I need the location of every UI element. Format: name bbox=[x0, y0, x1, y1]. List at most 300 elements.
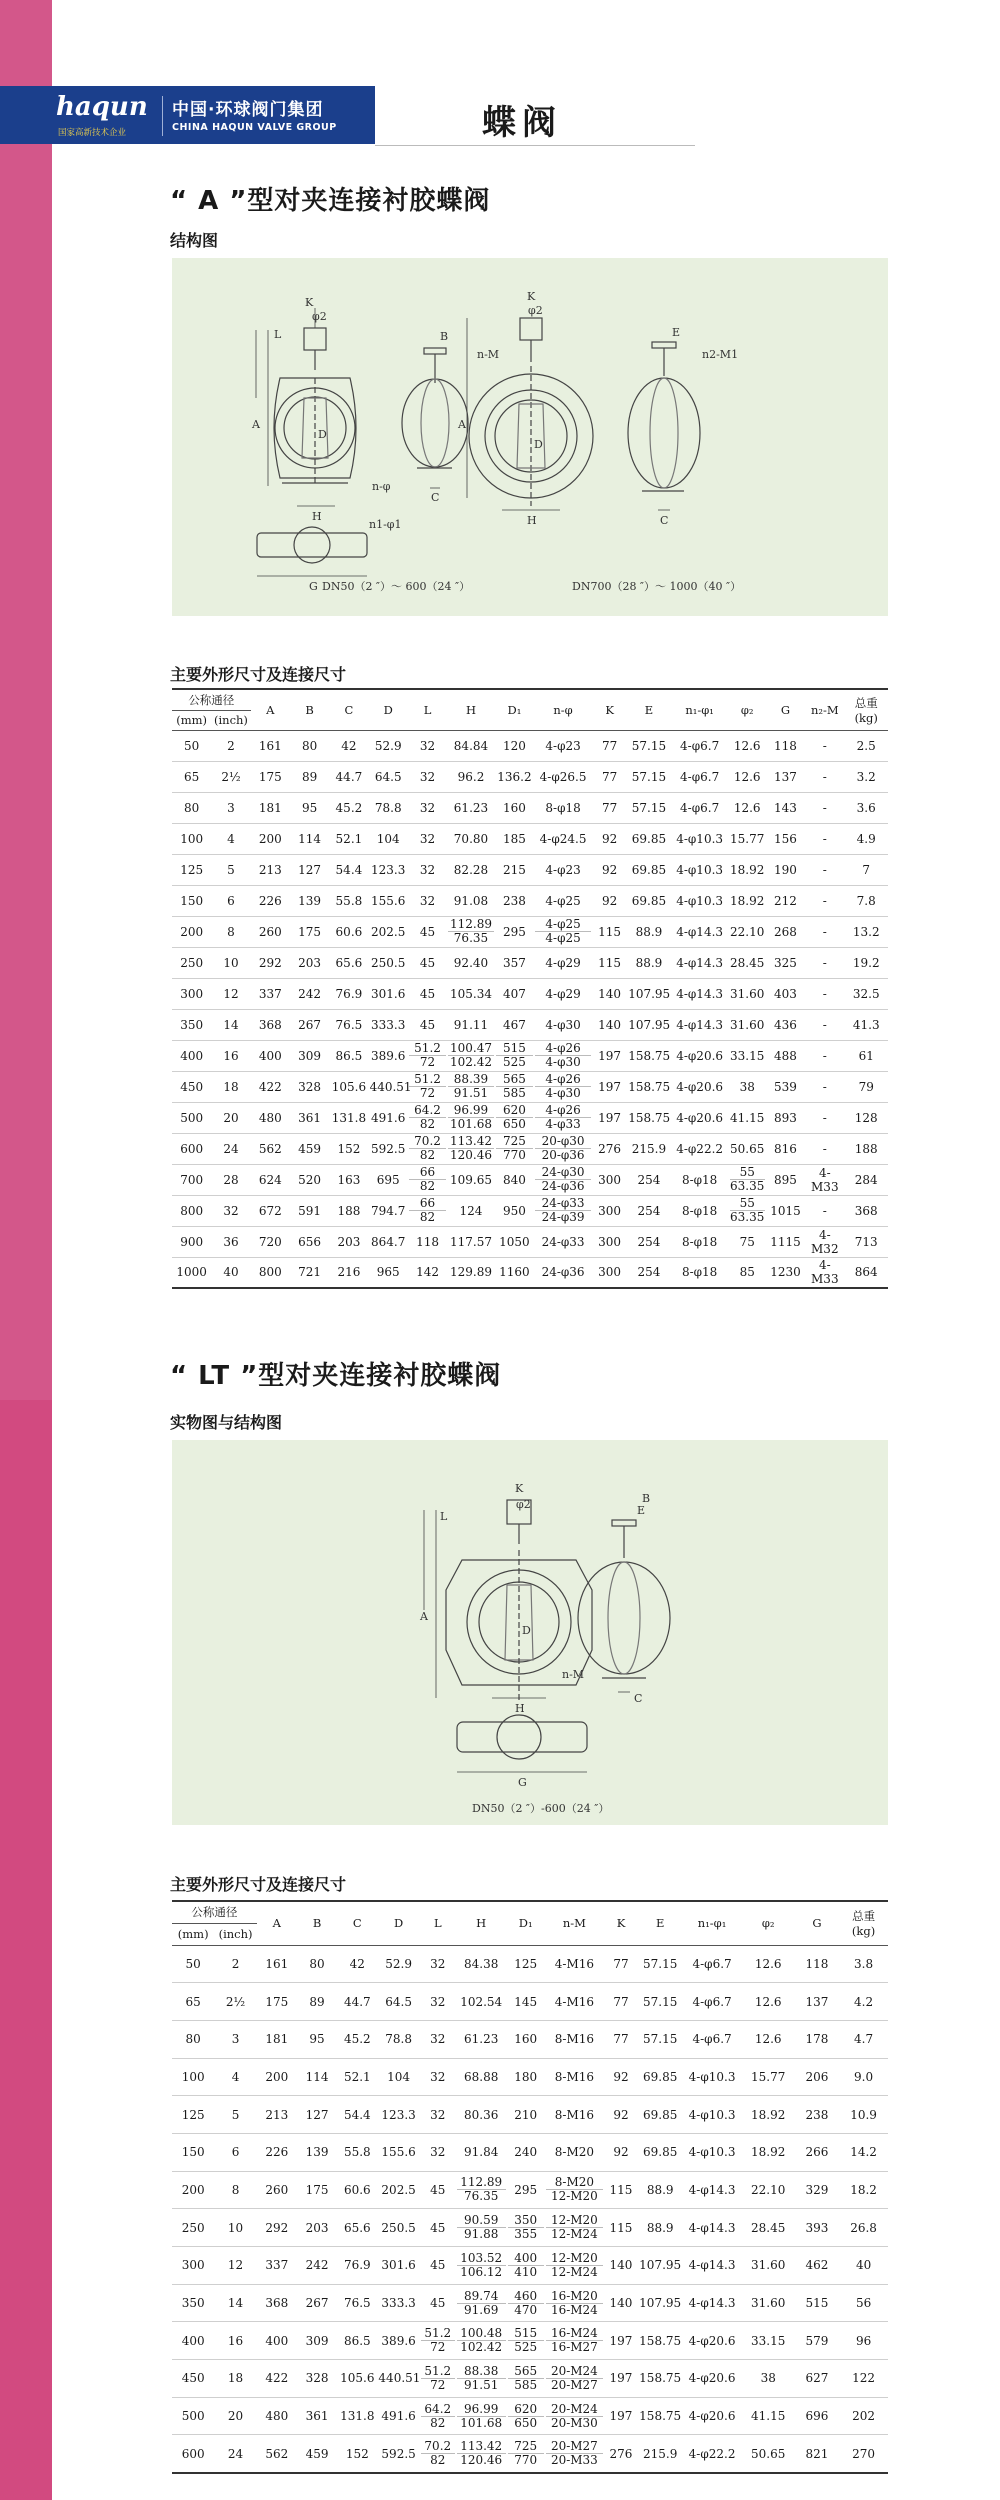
lt-cell-d: 250.5 bbox=[377, 2209, 419, 2247]
lt-cell-k: 197 bbox=[604, 2322, 638, 2360]
lt-cell-l: 45 bbox=[420, 2284, 456, 2322]
dim-label-c-right: C bbox=[660, 514, 669, 527]
lt-cell-w: 40 bbox=[839, 2247, 888, 2285]
a-cell-n1: 4-φ22.2 bbox=[671, 1133, 729, 1164]
lt-cell-n1: 4-φ10.3 bbox=[682, 2096, 741, 2134]
a-cell-nphi: 4-φ30 bbox=[534, 1009, 592, 1040]
a-cell-nphi: 4-φ26 4-φ30 bbox=[534, 1040, 592, 1071]
lt-cell-d: 52.9 bbox=[377, 1945, 419, 1983]
lt-cell-phi2: 41.15 bbox=[742, 2397, 795, 2435]
a-cell-n1: 4-φ20.6 bbox=[671, 1040, 729, 1071]
a-cell-d1: 840 bbox=[495, 1164, 534, 1195]
a-cell-k: 197 bbox=[592, 1040, 627, 1071]
lt-cell-n1: 4-φ14.3 bbox=[682, 2247, 741, 2285]
a-cell-c: 44.7 bbox=[329, 761, 368, 792]
lt-cell-l: 32 bbox=[420, 1983, 456, 2021]
section-lt-dimension-labels bbox=[419, 1482, 650, 1789]
lt-cell-e: 158.75 bbox=[638, 2397, 682, 2435]
lt-col-phi2: φ₂ bbox=[742, 1901, 795, 1945]
lt-cell-c: 42 bbox=[337, 1945, 377, 1983]
lt-cell-w: 14.2 bbox=[839, 2133, 888, 2171]
a-cell-e: 158.75 bbox=[627, 1071, 670, 1102]
dim-label-a-right: A bbox=[458, 418, 466, 431]
section-a-structure-label: 结构图 bbox=[170, 231, 219, 250]
a-cell-c: 152 bbox=[329, 1133, 368, 1164]
lt-cell-k: 197 bbox=[604, 2360, 638, 2398]
lt-cell-g: 696 bbox=[795, 2397, 839, 2435]
lt-cell-nm: 8-M20 bbox=[545, 2133, 604, 2171]
lt-cell-h: 89.74 91.69 bbox=[456, 2284, 507, 2322]
lt-cell-phi2: 28.45 bbox=[742, 2209, 795, 2247]
lt-cell-d1: 400 410 bbox=[507, 2247, 545, 2285]
lt-cell-d1: 160 bbox=[507, 2020, 545, 2058]
a-cell-n2m: - bbox=[805, 947, 844, 978]
a-cell-phi2: 12.6 bbox=[729, 730, 766, 761]
a-cell-phi2: 31.60 bbox=[729, 978, 766, 1009]
lt-cell-l: 51.2 72 bbox=[420, 2322, 456, 2360]
a-cell-g: 190 bbox=[766, 854, 805, 885]
a-cell-k: 115 bbox=[592, 947, 627, 978]
a-cell-d: 104 bbox=[369, 823, 408, 854]
a-cell-k: 115 bbox=[592, 916, 627, 947]
lt-cell-inch: 14 bbox=[214, 2284, 256, 2322]
a-cell-g: 212 bbox=[766, 885, 805, 916]
section-lt-title: “ LT ”型对夹连接衬胶蝶阀 bbox=[170, 1361, 502, 1391]
a-cell-phi2: 38 bbox=[729, 1071, 766, 1102]
a-cell-l: 64.2 82 bbox=[408, 1102, 447, 1133]
lt-cell-k: 115 bbox=[604, 2171, 638, 2209]
lt-table-row bbox=[172, 2171, 888, 2209]
lt-cell-h: 112.89 76.35 bbox=[456, 2171, 507, 2209]
lt-cell-k: 140 bbox=[604, 2247, 638, 2285]
logo-divider bbox=[162, 96, 163, 136]
a-cell-w: 188 bbox=[844, 1133, 888, 1164]
lt-cell-w: 3.8 bbox=[839, 1945, 888, 1983]
lt-cell-mm: 125 bbox=[172, 2096, 214, 2134]
lt-cell-d: 389.6 bbox=[377, 2322, 419, 2360]
a-cell-b: 89 bbox=[290, 761, 329, 792]
lt-col-inch: (inch) bbox=[214, 1923, 256, 1945]
lt-cell-mm: 400 bbox=[172, 2322, 214, 2360]
lt-cell-d1: 210 bbox=[507, 2096, 545, 2134]
a-cell-b: 656 bbox=[290, 1226, 329, 1257]
lt-cell-k: 140 bbox=[604, 2284, 638, 2322]
section-a-diagram-panel bbox=[172, 258, 888, 616]
a-cell-h: 70.80 bbox=[447, 823, 495, 854]
a-cell-w: 13.2 bbox=[844, 916, 888, 947]
col-h: H bbox=[447, 689, 495, 730]
lt-cell-b: 242 bbox=[297, 2247, 337, 2285]
lt-cell-nm: 4-M16 bbox=[545, 1983, 604, 2021]
a-cell-a: 480 bbox=[251, 1102, 290, 1133]
lt-cell-a: 200 bbox=[257, 2058, 297, 2096]
a-cell-a: 292 bbox=[251, 947, 290, 978]
a-cell-nphi: 8-φ18 bbox=[534, 792, 592, 823]
lt-cell-d1: 725 770 bbox=[507, 2435, 545, 2473]
lt-cell-mm: 450 bbox=[172, 2360, 214, 2398]
lt-col-l: L bbox=[420, 1901, 456, 1945]
a-cell-h: 91.11 bbox=[447, 1009, 495, 1040]
lt-cell-h: 96.99 101.68 bbox=[456, 2397, 507, 2435]
lt-cell-inch: 5 bbox=[214, 2096, 256, 2134]
a-cell-n2m: - bbox=[805, 854, 844, 885]
a-cell-l: 32 bbox=[408, 823, 447, 854]
lt-cell-d: 491.6 bbox=[377, 2397, 419, 2435]
a-cell-c: 76.5 bbox=[329, 1009, 368, 1040]
lt-col-g: G bbox=[795, 1901, 839, 1945]
lt-table-row bbox=[172, 2133, 888, 2171]
a-cell-inch: 18 bbox=[211, 1071, 250, 1102]
a-cell-k: 300 bbox=[592, 1226, 627, 1257]
lt-cell-d1: 565 585 bbox=[507, 2360, 545, 2398]
lt-table-row bbox=[172, 2322, 888, 2360]
lt-cell-e: 57.15 bbox=[638, 2020, 682, 2058]
lt-cell-c: 76.9 bbox=[337, 2247, 377, 2285]
a-cell-d: 491.6 bbox=[369, 1102, 408, 1133]
lt-cell-g: 118 bbox=[795, 1945, 839, 1983]
lt-col-e: E bbox=[638, 1901, 682, 1945]
a-cell-d: 389.6 bbox=[369, 1040, 408, 1071]
a-cell-e: 88.9 bbox=[627, 916, 670, 947]
lt-cell-l: 32 bbox=[420, 2058, 456, 2096]
lt-cell-c: 65.6 bbox=[337, 2209, 377, 2247]
lt-cell-b: 267 bbox=[297, 2284, 337, 2322]
lt-cell-n1: 4-φ10.3 bbox=[682, 2058, 741, 2096]
lt-cell-g: 178 bbox=[795, 2020, 839, 2058]
a-cell-g: 488 bbox=[766, 1040, 805, 1071]
a-cell-e: 107.95 bbox=[627, 978, 670, 1009]
a-cell-a: 213 bbox=[251, 854, 290, 885]
a-cell-mm: 400 bbox=[172, 1040, 211, 1071]
a-cell-nphi: 24-φ33 bbox=[534, 1226, 592, 1257]
a-cell-nphi: 4-φ29 bbox=[534, 947, 592, 978]
lt-cell-nm: 20-M27 20-M33 bbox=[545, 2435, 604, 2473]
a-cell-h: 124 bbox=[447, 1195, 495, 1226]
col-c: C bbox=[329, 689, 368, 730]
lt-cell-e: 215.9 bbox=[638, 2435, 682, 2473]
a-cell-w: 713 bbox=[844, 1226, 888, 1257]
a-cell-g: 143 bbox=[766, 792, 805, 823]
a-cell-h: 109.65 bbox=[447, 1164, 495, 1195]
a-cell-w: 284 bbox=[844, 1164, 888, 1195]
lt-cell-nm: 4-M16 bbox=[545, 1945, 604, 1983]
lt-cell-phi2: 15.77 bbox=[742, 2058, 795, 2096]
lt-dim-label-n-m: n-M bbox=[562, 1668, 585, 1681]
a-cell-w: 128 bbox=[844, 1102, 888, 1133]
a-cell-k: 140 bbox=[592, 1009, 627, 1040]
lt-cell-d1: 295 bbox=[507, 2171, 545, 2209]
lt-cell-nm: 8-M16 bbox=[545, 2020, 604, 2058]
lt-cell-e: 107.95 bbox=[638, 2284, 682, 2322]
lt-cell-nm: 16-M24 16-M27 bbox=[545, 2322, 604, 2360]
section-a-title: “ A ”型对夹连接衬胶蝶阀 bbox=[170, 186, 491, 216]
a-cell-k: 77 bbox=[592, 792, 627, 823]
lt-cell-w: 202 bbox=[839, 2397, 888, 2435]
a-cell-w: 41.3 bbox=[844, 1009, 888, 1040]
lt-cell-a: 480 bbox=[257, 2397, 297, 2435]
a-cell-a: 562 bbox=[251, 1133, 290, 1164]
a-cell-c: 55.8 bbox=[329, 885, 368, 916]
lt-cell-l: 32 bbox=[420, 2020, 456, 2058]
a-cell-n1: 4-φ6.7 bbox=[671, 761, 729, 792]
a-cell-d1: 1160 bbox=[495, 1257, 534, 1288]
lt-cell-n1: 4-φ20.6 bbox=[682, 2322, 741, 2360]
col-g: G bbox=[766, 689, 805, 730]
a-cell-nphi: 24-φ30 24-φ36 bbox=[534, 1164, 592, 1195]
lt-cell-k: 77 bbox=[604, 1945, 638, 1983]
lt-dim-label-c: C bbox=[634, 1692, 643, 1705]
a-cell-nphi: 4-φ23 bbox=[534, 730, 592, 761]
a-cell-h: 129.89 bbox=[447, 1257, 495, 1288]
a-cell-d: 592.5 bbox=[369, 1133, 408, 1164]
col-n1-phi1: n₁-φ₁ bbox=[671, 689, 729, 730]
a-cell-e: 158.75 bbox=[627, 1040, 670, 1071]
a-cell-nphi: 24-φ33 24-φ39 bbox=[534, 1195, 592, 1226]
lt-cell-a: 213 bbox=[257, 2096, 297, 2134]
a-cell-d: 155.6 bbox=[369, 885, 408, 916]
a-cell-n1: 4-φ20.6 bbox=[671, 1102, 729, 1133]
a-cell-c: 45.2 bbox=[329, 792, 368, 823]
lt-cell-h: 91.84 bbox=[456, 2133, 507, 2171]
lt-table-row bbox=[172, 2096, 888, 2134]
lt-cell-l: 70.2 82 bbox=[420, 2435, 456, 2473]
lt-cell-e: 88.9 bbox=[638, 2209, 682, 2247]
section-a-spec-table bbox=[172, 688, 888, 1289]
a-cell-h: 105.34 bbox=[447, 978, 495, 1009]
a-cell-g: 325 bbox=[766, 947, 805, 978]
a-cell-g: 1230 bbox=[766, 1257, 805, 1288]
lt-dim-label-phi2: φ2 bbox=[516, 1498, 531, 1511]
a-cell-b: 139 bbox=[290, 885, 329, 916]
lt-cell-mm: 150 bbox=[172, 2133, 214, 2171]
lt-cell-inch: 2 bbox=[214, 1945, 256, 1983]
a-cell-l: 51.2 72 bbox=[408, 1040, 447, 1071]
a-cell-g: 156 bbox=[766, 823, 805, 854]
a-cell-mm: 450 bbox=[172, 1071, 211, 1102]
lt-col-weight: 总重 (kg) bbox=[839, 1901, 888, 1945]
a-cell-nphi: 4-φ26 4-φ30 bbox=[534, 1071, 592, 1102]
a-cell-e: 57.15 bbox=[627, 730, 670, 761]
lt-col-n-m: n-M bbox=[545, 1901, 604, 1945]
lt-cell-mm: 50 bbox=[172, 1945, 214, 1983]
dim-label-h-right: H bbox=[527, 514, 537, 527]
lt-cell-a: 422 bbox=[257, 2360, 297, 2398]
lt-cell-nm: 8-M16 bbox=[545, 2058, 604, 2096]
a-cell-b: 361 bbox=[290, 1102, 329, 1133]
lt-table-row bbox=[172, 2020, 888, 2058]
a-cell-k: 197 bbox=[592, 1102, 627, 1133]
a-cell-l: 66 82 bbox=[408, 1164, 447, 1195]
a-cell-l: 32 bbox=[408, 761, 447, 792]
a-cell-k: 276 bbox=[592, 1133, 627, 1164]
col-inch: (inch) bbox=[211, 710, 250, 730]
lt-cell-a: 226 bbox=[257, 2133, 297, 2171]
a-cell-inch: 36 bbox=[211, 1226, 250, 1257]
lt-cell-n1: 4-φ14.3 bbox=[682, 2284, 741, 2322]
lt-dim-label-a: A bbox=[420, 1610, 428, 1623]
lt-cell-a: 292 bbox=[257, 2209, 297, 2247]
lt-cell-n1: 4-φ6.7 bbox=[682, 1945, 741, 1983]
a-cell-phi2: 18.92 bbox=[729, 854, 766, 885]
a-cell-inch: 16 bbox=[211, 1040, 250, 1071]
a-cell-k: 77 bbox=[592, 761, 627, 792]
a-cell-phi2: 85 bbox=[729, 1257, 766, 1288]
a-cell-d: 864.7 bbox=[369, 1226, 408, 1257]
a-cell-nphi: 4-φ23 bbox=[534, 854, 592, 885]
dim-label-d-right: D bbox=[534, 438, 543, 451]
lt-cell-c: 86.5 bbox=[337, 2322, 377, 2360]
a-cell-h: 84.84 bbox=[447, 730, 495, 761]
a-cell-d: 64.5 bbox=[369, 761, 408, 792]
lt-cell-g: 579 bbox=[795, 2322, 839, 2360]
a-cell-a: 175 bbox=[251, 761, 290, 792]
col-l: L bbox=[408, 689, 447, 730]
lt-cell-l: 32 bbox=[420, 1945, 456, 1983]
a-cell-l: 142 bbox=[408, 1257, 447, 1288]
a-cell-nphi: 4-φ26.5 bbox=[534, 761, 592, 792]
lt-cell-l: 45 bbox=[420, 2247, 456, 2285]
section-a-caption-left: DN50（2 ″）～ 600（24 ″） bbox=[322, 580, 471, 593]
a-cell-k: 140 bbox=[592, 978, 627, 1009]
a-cell-nphi: 4-φ24.5 bbox=[534, 823, 592, 854]
a-cell-mm: 900 bbox=[172, 1226, 211, 1257]
a-cell-b: 309 bbox=[290, 1040, 329, 1071]
a-cell-d1: 620 650 bbox=[495, 1102, 534, 1133]
lt-cell-h: 68.88 bbox=[456, 2058, 507, 2096]
a-cell-inch: 3 bbox=[211, 792, 250, 823]
dim-label-k: K bbox=[305, 296, 314, 309]
a-cell-phi2: 12.6 bbox=[729, 792, 766, 823]
a-cell-n1: 8-φ18 bbox=[671, 1226, 729, 1257]
a-cell-mm: 350 bbox=[172, 1009, 211, 1040]
lt-cell-b: 89 bbox=[297, 1983, 337, 2021]
lt-cell-a: 337 bbox=[257, 2247, 297, 2285]
a-cell-d: 202.5 bbox=[369, 916, 408, 947]
lt-cell-c: 60.6 bbox=[337, 2171, 377, 2209]
a-table-row bbox=[172, 1133, 888, 1164]
a-cell-n1: 4-φ14.3 bbox=[671, 1009, 729, 1040]
a-cell-n2m: - bbox=[805, 1102, 844, 1133]
lt-cell-inch: 3 bbox=[214, 2020, 256, 2058]
lt-cell-a: 562 bbox=[257, 2435, 297, 2473]
section-a-caption-right: DN700（28 ″）～ 1000（40 ″） bbox=[572, 580, 742, 593]
section-lt-structure-label: 实物图与结构图 bbox=[170, 1413, 283, 1432]
lt-cell-e: 158.75 bbox=[638, 2360, 682, 2398]
section-lt-drawing bbox=[172, 1440, 888, 1825]
a-cell-mm: 200 bbox=[172, 916, 211, 947]
a-cell-b: 591 bbox=[290, 1195, 329, 1226]
a-cell-k: 300 bbox=[592, 1195, 627, 1226]
lt-cell-g: 627 bbox=[795, 2360, 839, 2398]
a-cell-mm: 300 bbox=[172, 978, 211, 1009]
a-cell-n2m: - bbox=[805, 1133, 844, 1164]
lt-cell-mm: 350 bbox=[172, 2284, 214, 2322]
lt-col-nominal-size: 公称通径 bbox=[172, 1901, 257, 1923]
lt-cell-d1: 145 bbox=[507, 1983, 545, 2021]
a-cell-n1: 4-φ6.7 bbox=[671, 730, 729, 761]
lt-cell-w: 4.7 bbox=[839, 2020, 888, 2058]
lt-cell-b: 203 bbox=[297, 2209, 337, 2247]
col-mm: (mm) bbox=[172, 710, 211, 730]
lt-col-d1: D₁ bbox=[507, 1901, 545, 1945]
a-cell-mm: 250 bbox=[172, 947, 211, 978]
a-cell-c: 60.6 bbox=[329, 916, 368, 947]
a-cell-d: 52.9 bbox=[369, 730, 408, 761]
left-actuator-top-plate bbox=[304, 328, 326, 350]
a-cell-e: 254 bbox=[627, 1226, 670, 1257]
a-cell-n1: 8-φ18 bbox=[671, 1195, 729, 1226]
lt-col-c: C bbox=[337, 1901, 377, 1945]
lt-cell-g: 515 bbox=[795, 2284, 839, 2322]
col-d: D bbox=[369, 689, 408, 730]
lt-table-row bbox=[172, 2284, 888, 2322]
a-cell-phi2: 12.6 bbox=[729, 761, 766, 792]
a-table-row bbox=[172, 885, 888, 916]
dim-label-g: G bbox=[309, 580, 318, 593]
a-cell-n2m: - bbox=[805, 730, 844, 761]
a-cell-d1: 295 bbox=[495, 916, 534, 947]
lt-cell-inch: 6 bbox=[214, 2133, 256, 2171]
lt-cell-mm: 600 bbox=[172, 2435, 214, 2473]
section-a-drawing bbox=[172, 258, 888, 616]
col-b: B bbox=[290, 689, 329, 730]
a-cell-n1: 4-φ14.3 bbox=[671, 916, 729, 947]
lt-cell-d: 78.8 bbox=[377, 2020, 419, 2058]
a-cell-n2m: - bbox=[805, 1195, 844, 1226]
lt-cell-g: 266 bbox=[795, 2133, 839, 2171]
a-cell-e: 254 bbox=[627, 1257, 670, 1288]
lt-cell-a: 161 bbox=[257, 1945, 297, 1983]
a-cell-n2m: 4-M33 bbox=[805, 1257, 844, 1288]
lt-cell-n1: 4-φ22.2 bbox=[682, 2435, 741, 2473]
lt-cell-w: 9.0 bbox=[839, 2058, 888, 2096]
col-d1: D₁ bbox=[495, 689, 534, 730]
a-cell-d: 794.7 bbox=[369, 1195, 408, 1226]
lt-cell-d1: 240 bbox=[507, 2133, 545, 2171]
lt-cell-h: 90.59 91.88 bbox=[456, 2209, 507, 2247]
lt-cell-l: 64.2 82 bbox=[420, 2397, 456, 2435]
a-cell-n1: 8-φ18 bbox=[671, 1164, 729, 1195]
lt-cell-g: 329 bbox=[795, 2171, 839, 2209]
a-cell-d: 333.3 bbox=[369, 1009, 408, 1040]
lt-table-row bbox=[172, 2397, 888, 2435]
company-name-en: CHINA HAQUN VALVE GROUP bbox=[172, 122, 337, 133]
lt-cell-mm: 80 bbox=[172, 2020, 214, 2058]
a-cell-a: 672 bbox=[251, 1195, 290, 1226]
lt-cell-mm: 100 bbox=[172, 2058, 214, 2096]
a-cell-n1: 4-φ14.3 bbox=[671, 978, 729, 1009]
a-cell-b: 242 bbox=[290, 978, 329, 1009]
a-table-row bbox=[172, 1195, 888, 1226]
lt-cell-inch: 2½ bbox=[214, 1983, 256, 2021]
lt-cell-b: 361 bbox=[297, 2397, 337, 2435]
a-cell-nphi: 4-φ25 4-φ25 bbox=[534, 916, 592, 947]
a-cell-d1: 1050 bbox=[495, 1226, 534, 1257]
a-cell-h: 113.42 120.46 bbox=[447, 1133, 495, 1164]
a-cell-phi2: 15.77 bbox=[729, 823, 766, 854]
lt-cell-inch: 24 bbox=[214, 2435, 256, 2473]
lt-table-row bbox=[172, 2209, 888, 2247]
a-cell-w: 32.5 bbox=[844, 978, 888, 1009]
lt-cell-b: 114 bbox=[297, 2058, 337, 2096]
a-cell-c: 105.6 bbox=[329, 1071, 368, 1102]
lt-cell-g: 462 bbox=[795, 2247, 839, 2285]
dim-label-a: A bbox=[252, 418, 260, 431]
lt-cell-phi2: 50.65 bbox=[742, 2435, 795, 2473]
a-cell-b: 114 bbox=[290, 823, 329, 854]
lt-table-row bbox=[172, 1983, 888, 2021]
a-cell-a: 422 bbox=[251, 1071, 290, 1102]
